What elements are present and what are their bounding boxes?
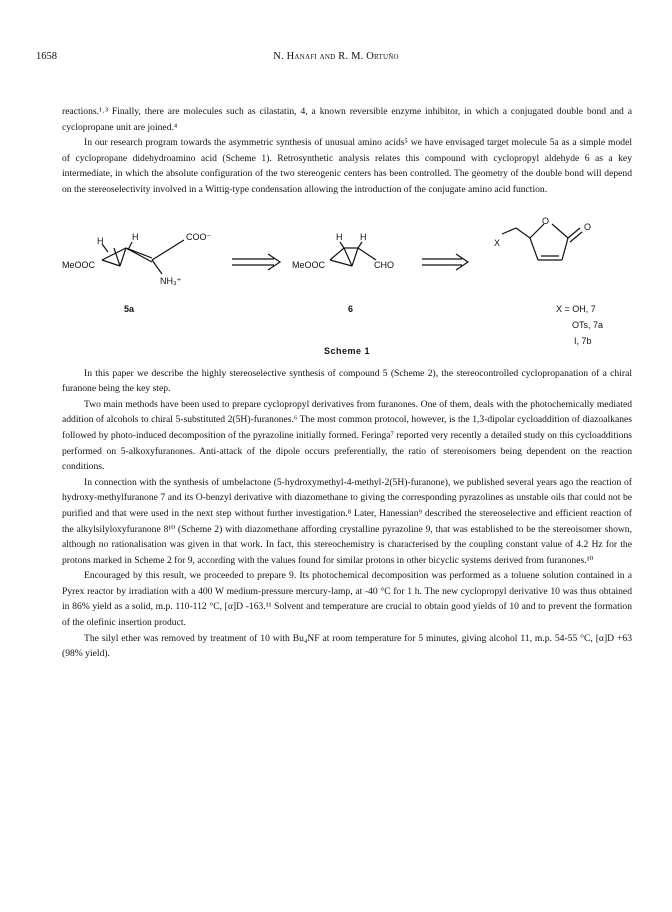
paragraph-7: The silyl ether was removed by treatment of 10 with Bu₄NF at room temperature for 5 minutes, giving alcohol 11, m.p. 54-55 °C, [α]D +63 (98% yield).	[62, 632, 632, 660]
mol7-ring-o: O	[542, 215, 550, 226]
mol6-ester: MeOOC	[292, 259, 326, 270]
scheme-1	[62, 204, 632, 358]
paragraph-5: In connection with the synthesis of umbelactone (5-hydroxymethyl-4-methyl-2(5H)-furanone), we published several years ago the reaction of hydroxy-methylfuranone 7 and its O-benzyl derivative with diazomethane to giving the corresponding pyrazolines as unstable oils that could not be purified and that were used in the next step without further investigation.⁸ Later, Hanessian⁹ described the stereoselective and efficient reaction of the alkylsilyloxyfuranone 8¹⁰ (Scheme 2) with diazomethane affording crystalline pyrazoline 9, that was established to be the stereoisomer shown, although no rationalisation was given in that work. In fact, this stereochemistry is characterised by the coupling constant value of 4.2 Hz for the protons marked in Scheme 2 for 9, according with the values found for similar protons in other bicyclic systems derived from furanones.¹⁰	[62, 476, 632, 566]
mol7-label-3: I, 7b	[574, 335, 592, 346]
paragraph-4: Two main methods have been used to prepare cyclopropyl derivatives from furanones. One of them, deals with the photochemically mediated addition of alcohols to chiral 5-substituted 2(5H)-furanones.⁶ The most common protocol, however, is the 1,3-dipolar cycloaddition of diazoalkanes followed by photo-induced decomposition of the pyrazoline initially formed. Feringa⁷ reported very recently a detailed study on this cycloadditions performed on 5-alkoxyfuranones. Anti-attack of the dipole occurs preferentially, the ratio of stereoisomers being dependent on the reaction conditions.	[62, 398, 632, 473]
paragraph-6: Encouraged by this result, we proceeded to prepare 9. Its photochemical decomposition was performed as a toluene solution contained in a Pyrex reactor by irradiation with a 400 W medium-pressure mercury-lamp, at -40 °C for 1 h. The new cyclopropyl derivative 10 was thus obtained in 86% yield as a solid, m.p. 110-112 °C, [α]D -163.¹¹ Solvent and temperature are crucial to obtain good yields of 10 and to prevent the formation of the olefinic insertion product.	[62, 570, 632, 629]
mol7-label-2: OTs, 7a	[572, 319, 604, 330]
mol6-aldehyde: CHO	[374, 259, 394, 270]
mol7-x: X	[494, 237, 501, 248]
page-number: 1658	[36, 51, 57, 62]
scheme-1-caption: Scheme 1	[323, 345, 371, 356]
running-header	[0, 51, 672, 67]
scheme-1-drawing	[62, 204, 632, 358]
mol7-label-1: X = OH, 7	[556, 303, 596, 314]
mol5a-acid: COO⁻	[186, 231, 212, 242]
running-authors: N. Hanafi and R. M. Ortuño	[273, 51, 399, 62]
paragraph-2: In our research program towards the asymmetric synthesis of unusual amino acids⁵ we have envisaged target molecule 5a as a simple model of cyclopropane didehydroamino acid (Scheme 1). Retrosynthetic analysis relates this compound with cyclopropyl aldehyde 6 as a key intermediate, in which the absolute configuration of the two stereogenic centers has been controlled. The geometry of the double bond will depend on the stereoselectivity involved in a Wittig-type condensation allowing the introduction of the conjugate amino acid function.	[62, 137, 632, 195]
mol6-h1: H	[336, 231, 343, 242]
mol6-h2: H	[360, 231, 367, 242]
mol5a-amine: NH₃⁺	[160, 275, 182, 286]
article-body	[62, 104, 632, 662]
mol5a-label: 5a	[124, 303, 135, 314]
mol5a-h2: H	[132, 231, 139, 242]
mol7-carbonyl-o: O	[584, 221, 592, 232]
mol5a-h1: H	[97, 235, 104, 246]
mol6-label: 6	[348, 303, 354, 314]
mol5a-ester: MeOOC	[62, 259, 96, 270]
paragraph-1: reactions.¹˒³ Finally, there are molecules such as cilastatin, 4, a known reversible enzyme inhibitor, in which a conjugated double bond and a cyclopropane unit are joined.⁴	[62, 106, 632, 133]
paragraph-3: In this paper we describe the highly stereoselective synthesis of compound 5 (Scheme 2), the stereocontrolled cyclopropanation of a chiral furanone being the key step.	[62, 367, 632, 395]
